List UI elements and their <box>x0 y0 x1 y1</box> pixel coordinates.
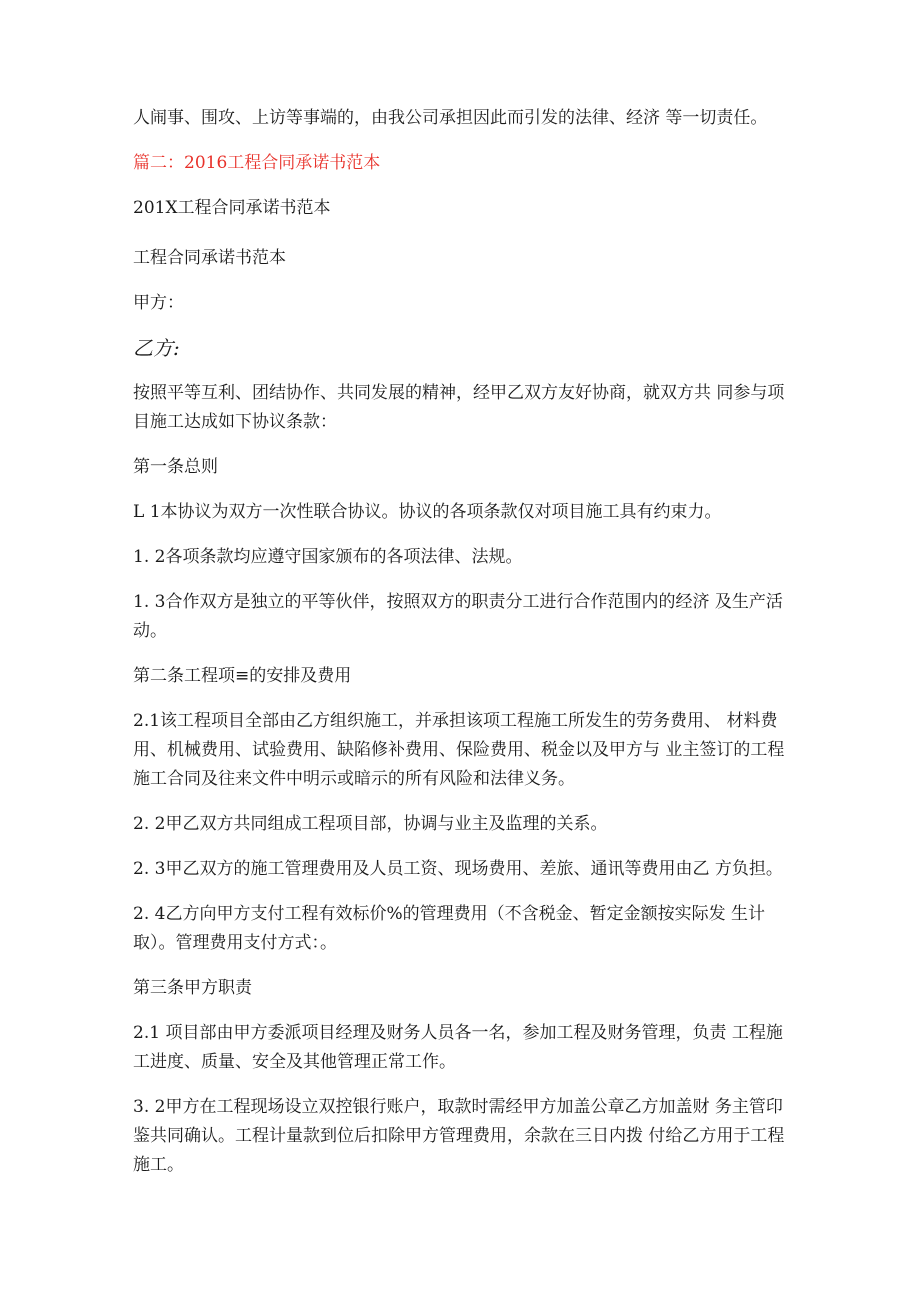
article-one-heading: 第一条总则 <box>133 457 218 477</box>
paragraph-continuation: 人闹事、围攻、上访等事端的，由我公司承担因此而引发的法律、经济 等一切责任。 <box>133 108 768 128</box>
article-two-heading: 第二条工程项≡的安排及费用 <box>133 666 352 686</box>
document-body <box>133 104 793 1180</box>
clause-1-1: L 1本协议为双方一次性联合协议。协议的各项条款仅对项目施工具有约束力。 <box>133 502 722 522</box>
clause-3-2: 3. 2甲方在工程现场设立双控银行账户，取款时需经甲方加盖公章乙方加盖财 务主管印鉴共同确认。工程计量款到位后扣除甲方管理费用，余款在三日内拨 付给乙方用于工程施工。 <box>133 1097 785 1175</box>
clause-2-2: 2. 2甲乙双方共同组成工程项目部，协调与业主及监理的关系。 <box>133 814 608 834</box>
clause-1-2: 1. 2各项条款均应遵守国家颁布的各项法律、法规。 <box>133 547 523 567</box>
document-title: 201X工程合同承诺书范本 <box>133 198 331 218</box>
clause-2-3: 2. 3甲乙双方的施工管理费用及人员工资、现场费用、差旅、通讯等费用由乙 方负担。 <box>133 859 783 879</box>
section-heading-part-two: 篇二：2016工程合同承诺书范本 <box>133 153 381 173</box>
clause-2-1: 2.1该工程项目全部由乙方组织施工，并承担该项工程施工所发生的劳务费用、 材料费用、机械费用、试验费用、缺陷修补费用、保险费用、税金以及甲方与 业主签订的工程施工合同及往来文件中明示或暗示的所有风险和法律义务。 <box>133 711 785 789</box>
preamble-paragraph: 按照平等互利、团结协作、共同发展的精神，经甲乙双方友好协商，就双方共 同参与项目施工达成如下协议条款： <box>133 383 785 432</box>
party-a-label: 甲方： <box>133 293 184 313</box>
article-three-heading: 第三条甲方职责 <box>133 978 252 998</box>
document-subtitle: 工程合同承诺书范本 <box>133 248 286 268</box>
clause-1-3: 1. 3合作双方是独立的平等伙伴，按照双方的职责分工进行合作范围内的经济 及生产活动。 <box>133 592 783 641</box>
clause-2-4: 2. 4乙方向甲方支付工程有效标价%的管理费用（不含税金、暂定金额按实际发 生计取）。管理费用支付方式：。 <box>133 904 765 953</box>
party-b-label: 乙方: <box>133 336 180 360</box>
clause-3-1: 2.1 项目部由甲方委派项目经理及财务人员各一名，参加工程及财务管理，负责 工程施工进度、质量、安全及其他管理正常工作。 <box>133 1023 783 1072</box>
